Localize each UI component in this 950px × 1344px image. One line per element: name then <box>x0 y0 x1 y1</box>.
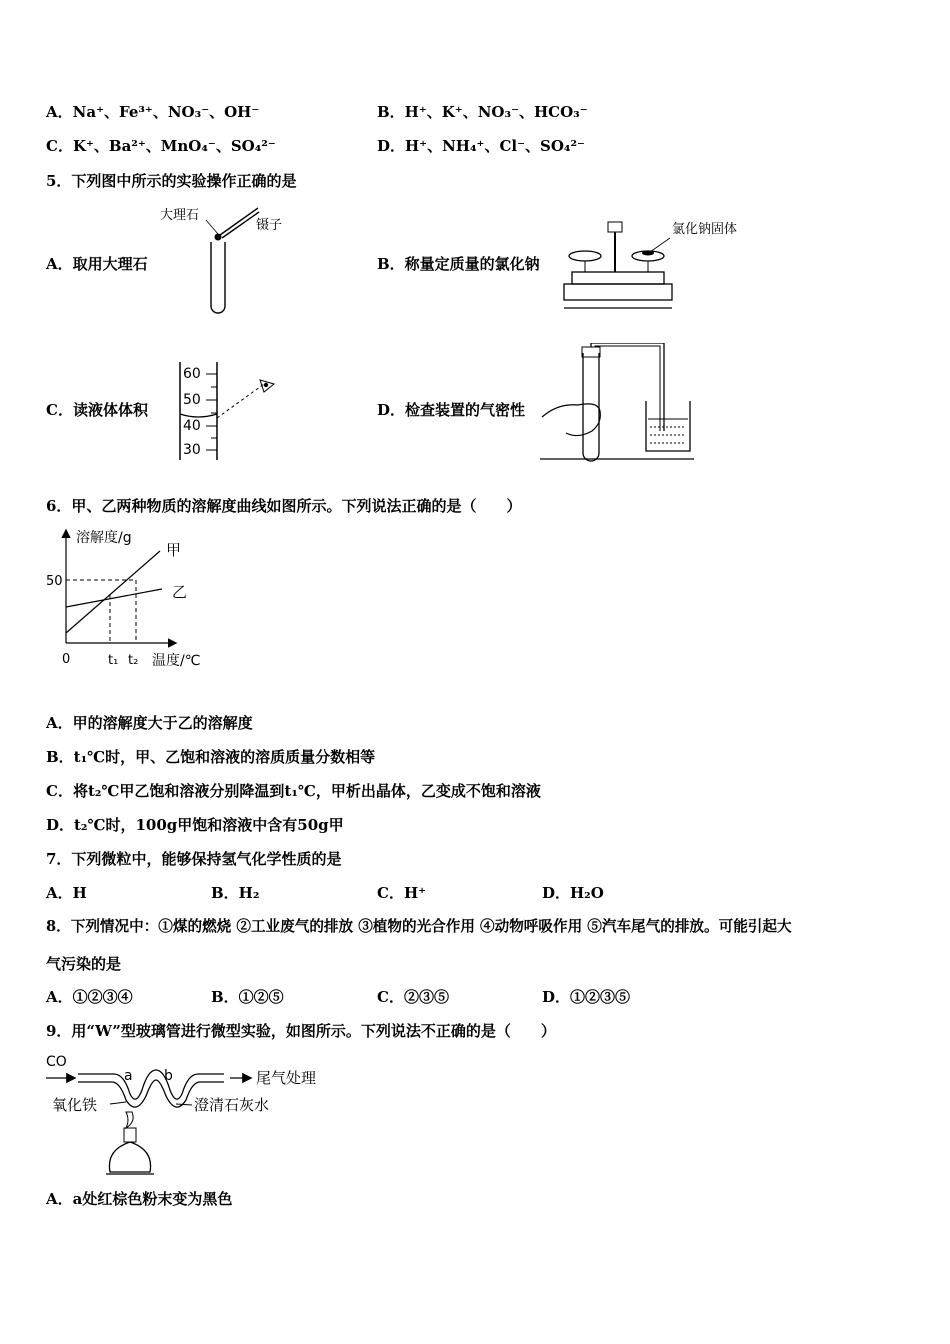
hand-icon <box>542 404 600 436</box>
t2-label: t₂ <box>128 653 139 668</box>
q6-option-b: B．t₁℃时，甲、乙饱和溶液的溶质质量分数相等 <box>46 748 376 766</box>
tick-60: 60 <box>183 366 201 382</box>
series-yi-label: 乙 <box>172 583 188 601</box>
point-a-label: a <box>124 1068 133 1084</box>
flame-icon <box>126 1112 133 1128</box>
q8-stem-line1: 8．下列情况中：①煤的燃烧 ②工业废气的排放 ③植物的光合作用 ④动物呼吸作用 ⑤汽车尾气的排放。可能引起大 <box>46 918 792 935</box>
q8-option-b: B．①②⑤ <box>211 988 284 1006</box>
q7-stem: 7．下列微粒中，能够保持氢气化学性质的是 <box>46 850 342 868</box>
q5-option-a: A．取用大理石 <box>46 255 148 273</box>
q5-option-d: D．检查装置的气密性 <box>377 401 526 419</box>
q7-option-b: B．H₂ <box>211 884 260 902</box>
q5-option-b: B．称量定质量的氯化钠 <box>377 255 540 273</box>
q8-option-c: C．②③⑤ <box>377 988 449 1006</box>
q6-option-a: A．甲的溶解度大于乙的溶解度 <box>46 714 253 732</box>
q9-option-a: A．a处红棕色粉末变为黑色 <box>46 1190 233 1208</box>
y-50-label: 50 <box>46 574 63 589</box>
y-axis-label: 溶解度/g <box>76 530 132 546</box>
marble-label: 大理石 <box>160 208 200 223</box>
q8-option-d: D．①②③⑤ <box>542 988 631 1006</box>
origin-label: 0 <box>62 652 71 667</box>
co-label: CO <box>46 1054 67 1070</box>
iron-oxide-label: 氧化铁 <box>52 1096 98 1114</box>
limewater-label: 澄清石灰水 <box>194 1096 270 1114</box>
q5-figure-b <box>560 212 750 316</box>
q5-stem: 5．下列图中所示的实验操作正确的是 <box>46 172 297 190</box>
q5-figure-a <box>158 200 298 318</box>
nacl-label: 氯化钠固体 <box>672 222 738 237</box>
q8-stem-line2: 气污染的是 <box>46 955 122 973</box>
q6-option-d: D．t₂℃时，100g甲饱和溶液中含有50g甲 <box>46 816 344 834</box>
q5-figure-c <box>172 360 284 462</box>
t1-label: t₁ <box>108 653 119 668</box>
q6-solubility-chart <box>42 525 212 670</box>
q9-stem: 9．用“W”型玻璃管进行微型实验，如图所示。下列说法不正确的是（ ） <box>46 1022 556 1040</box>
q7-option-a: A．H <box>46 884 87 902</box>
q4-option-b: B．H⁺、K⁺、NO₃⁻、HCO₃⁻ <box>377 103 588 121</box>
tweezers-label: 镊子 <box>256 218 283 233</box>
q4-option-c: C．K⁺、Ba²⁺、MnO₄⁻、SO₄²⁻ <box>46 137 276 155</box>
alcohol-lamp-icon <box>109 1142 150 1172</box>
tick-30: 30 <box>183 442 201 458</box>
q7-option-c: C．H⁺ <box>377 884 427 902</box>
tick-50: 50 <box>183 392 201 408</box>
q6-option-c: C．将t₂℃甲乙饱和溶液分别降温到t₁℃，甲析出晶体，乙变成不饱和溶液 <box>46 782 541 800</box>
point-b-label: b <box>164 1068 173 1084</box>
q4-option-d: D．H⁺、NH₄⁺、Cl⁻、SO₄²⁻ <box>377 137 585 155</box>
eye-icon <box>264 383 268 387</box>
series-jia-label: 甲 <box>166 541 182 559</box>
tick-40: 40 <box>183 418 201 434</box>
tail-gas-label: 尾气处理 <box>256 1069 317 1087</box>
q9-w-tube-figure <box>44 1050 334 1178</box>
q5-figure-d <box>538 343 698 463</box>
q5-option-c: C．读液体体积 <box>46 401 148 419</box>
q7-option-d: D．H₂O <box>542 884 604 902</box>
q8-option-a: A．①②③④ <box>46 988 133 1006</box>
q6-stem: 6．甲、乙两种物质的溶解度曲线如图所示。下列说法正确的是（ ） <box>46 497 522 515</box>
x-axis-label: 温度/℃ <box>152 653 201 669</box>
q4-option-a: A．Na⁺、Fe³⁺、NO₃⁻、OH⁻ <box>46 103 260 121</box>
